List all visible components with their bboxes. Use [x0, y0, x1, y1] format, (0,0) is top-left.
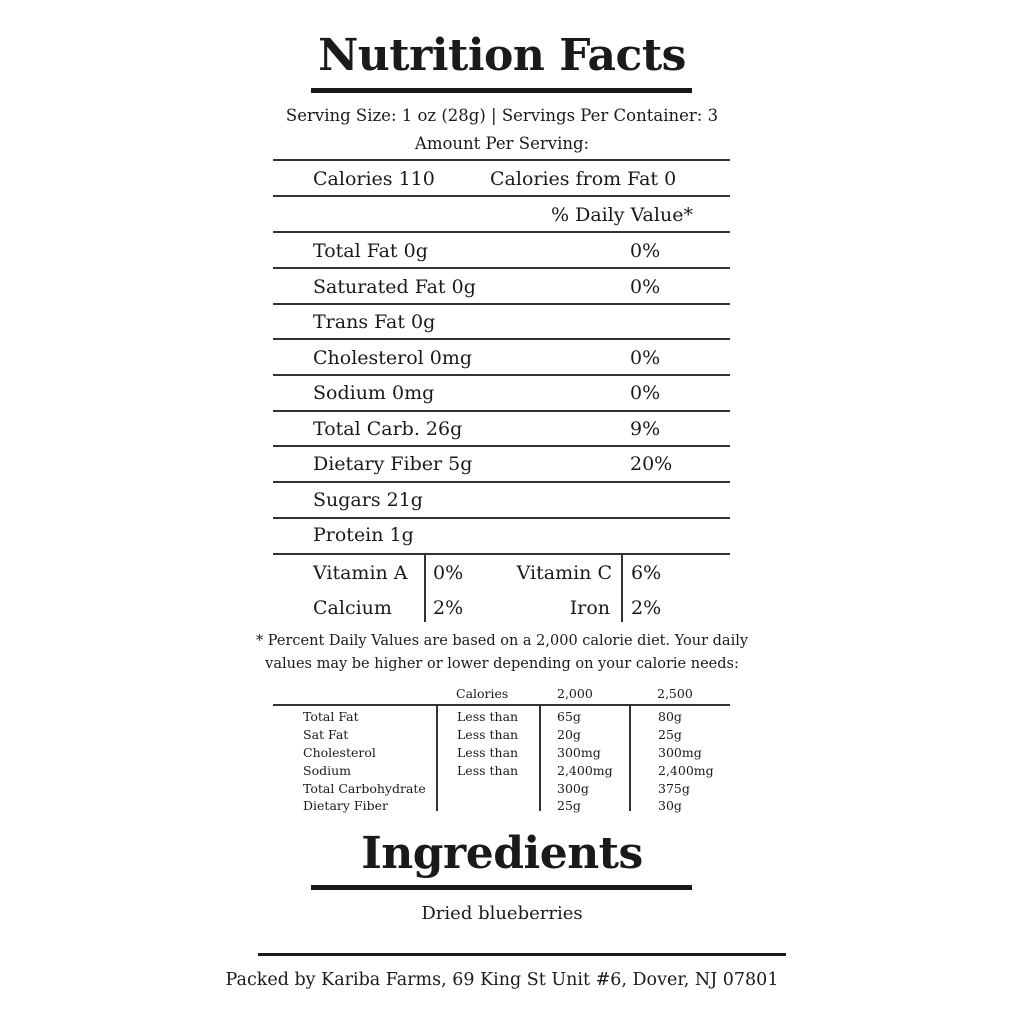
ref-column-divider — [436, 705, 438, 811]
calories-from-fat: Calories from Fat 0 — [490, 168, 677, 190]
footnote-line-2: values may be higher or lower depending on your calorie needs: — [265, 656, 739, 672]
ref-value-2500: 2,400mg — [658, 763, 714, 778]
vitamin-divider — [424, 554, 426, 622]
ref-limit: Less than — [457, 763, 519, 778]
ref-value-2500: 300mg — [658, 745, 702, 760]
ref-value-2000: 20g — [557, 727, 581, 742]
ref-value-2500: 80g — [658, 709, 682, 724]
vitamin-divider — [621, 554, 623, 622]
nutrient-label: Trans Fat 0g — [313, 311, 436, 333]
ref-nutrient: Total Fat — [303, 709, 359, 724]
ref-header-2500: 2,500 — [657, 686, 693, 701]
nutrient-daily-value: 0% — [630, 382, 661, 404]
nutrient-label: Dietary Fiber 5g — [313, 453, 473, 475]
serving-line: Serving Size: 1 oz (28g) | Servings Per Container: 3 — [285, 106, 719, 125]
ref-value-2000: 65g — [557, 709, 581, 724]
ingredients-text: Dried blueberries — [421, 903, 583, 924]
ref-nutrient: Total Carbohydrate — [303, 781, 426, 796]
footer-divider — [258, 953, 786, 956]
divider — [273, 267, 730, 269]
divider — [273, 410, 730, 412]
nutrient-daily-value: 0% — [630, 347, 661, 369]
vitamin-a-label: Vitamin A — [313, 562, 408, 584]
ingredients-underline — [311, 885, 692, 890]
divider — [273, 231, 730, 233]
nutrient-label: Saturated Fat 0g — [313, 276, 476, 298]
ref-header-calories: Calories — [456, 686, 509, 701]
nutrient-daily-value: 20% — [630, 453, 673, 475]
ref-column-divider — [539, 705, 541, 811]
divider — [273, 195, 730, 197]
ref-value-2000: 300mg — [557, 745, 601, 760]
nutrient-label: Sodium 0mg — [313, 382, 435, 404]
vitamin-c-label: Vitamin C — [516, 562, 612, 584]
calcium-label: Calcium — [313, 597, 392, 619]
nutrient-daily-value: 0% — [630, 276, 661, 298]
nutrient-label: Sugars 21g — [313, 489, 423, 511]
divider — [273, 445, 730, 447]
iron-value: 2% — [631, 597, 662, 619]
ref-nutrient: Cholesterol — [303, 745, 376, 760]
divider — [273, 303, 730, 305]
footnote-line-1: * Percent Daily Values are based on a 2,000 calorie diet. Your daily — [255, 633, 749, 649]
ref-value-2000: 300g — [557, 781, 589, 796]
iron-label: Iron — [569, 597, 610, 619]
nutrient-label: Total Fat 0g — [313, 240, 428, 262]
packed-by: Packed by Kariba Farms, 69 King St Unit #6, Dover, NJ 07801 — [225, 970, 779, 990]
ref-limit: Less than — [457, 745, 519, 760]
nutrition-facts-title: Nutrition Facts — [318, 30, 686, 81]
divider — [273, 481, 730, 483]
nutrient-label: Total Carb. 26g — [313, 418, 463, 440]
calories: Calories 110 — [313, 168, 435, 190]
amount-per-serving: Amount Per Serving: — [414, 134, 590, 153]
ref-column-divider — [629, 705, 631, 811]
divider — [273, 338, 730, 340]
ref-nutrient: Dietary Fiber — [303, 798, 388, 813]
vitamin-a-value: 0% — [433, 562, 464, 584]
ref-header-2000: 2,000 — [557, 686, 593, 701]
nutrient-label: Cholesterol 0mg — [313, 347, 473, 369]
ref-limit: Less than — [457, 727, 519, 742]
ref-value-2500: 375g — [658, 781, 690, 796]
ref-nutrient: Sat Fat — [303, 727, 349, 742]
title-underline — [311, 88, 692, 93]
ref-value-2500: 30g — [658, 798, 682, 813]
ref-nutrient: Sodium — [303, 763, 351, 778]
nutrient-label: Protein 1g — [313, 524, 414, 546]
daily-value-header: % Daily Value* — [551, 204, 693, 226]
calcium-value: 2% — [433, 597, 464, 619]
ref-value-2000: 25g — [557, 798, 581, 813]
ref-value-2000: 2,400mg — [557, 763, 613, 778]
nutrient-daily-value: 0% — [630, 240, 661, 262]
divider — [273, 553, 730, 555]
divider — [273, 517, 730, 519]
ref-limit: Less than — [457, 709, 519, 724]
ingredients-title: Ingredients — [361, 828, 643, 879]
divider — [273, 374, 730, 376]
ref-value-2500: 25g — [658, 727, 682, 742]
vitamin-c-value: 6% — [631, 562, 662, 584]
ref-divider — [273, 704, 730, 706]
nutrient-daily-value: 9% — [630, 418, 661, 440]
divider — [273, 159, 730, 161]
